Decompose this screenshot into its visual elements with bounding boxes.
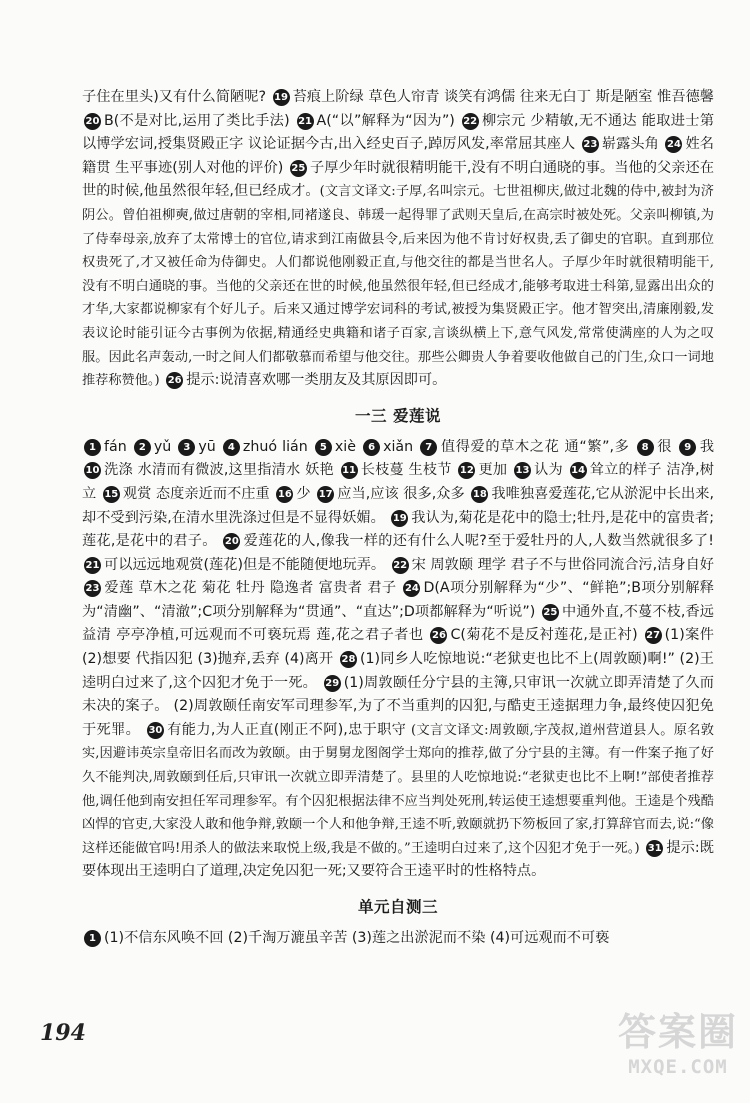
- question-number-badge: 24: [665, 136, 682, 153]
- section-title-ai-lian-shuo: 一三 爱莲说: [355, 406, 441, 425]
- answer-text: B(不是对比,运用了类比手法): [104, 112, 295, 129]
- answer-text: 可以远远地观赏(莲花)但是不能随便地玩弄。: [104, 556, 390, 573]
- answer-text: 更加: [478, 462, 512, 479]
- question-number-badge: 17: [317, 486, 334, 503]
- answer-text: 提示:说清喜欢哪一类朋友及其原因即可。: [186, 372, 447, 389]
- answer-text: yǔ: [153, 438, 177, 455]
- page-number: 194: [40, 1020, 86, 1046]
- question-number-badge: 23: [84, 580, 101, 597]
- question-number-badge: 1: [84, 930, 101, 947]
- question-number-badge: 27: [645, 627, 662, 644]
- question-number-badge: 26: [430, 627, 447, 644]
- answer-text: (1)不信东风唤不回 (2)千淘万漉虽辛苦 (3)莲之出淤泥而不染 (4)可远观而不可亵: [104, 930, 610, 946]
- answer-text: 我认为,菊花是花中的隐士;牡丹,是花中的富贵者;莲花,是花中的君子。: [82, 509, 714, 550]
- question-number-badge: 4: [223, 439, 240, 456]
- answer-text: 柳宗元 少精敏,无不通达 能取进士第 以博学宏词,授集贤殿正字 议论证据今古,出入经史百子,踔厉风发,率常屈其座人: [82, 112, 715, 153]
- answer-paragraph-lesson-13: [82, 436, 714, 884]
- answer-text: (1)案件 (2)想要 代指囚犯 (3)抛弃,丢弃 (4)离开: [82, 627, 714, 668]
- answer-text: D(A项分别解释为“少”、“鲜艳”;B项分别解释为“清幽”、“清澈”;C项分别解释为“贯通”、“直达”;D项都解释为“听说”): [82, 580, 714, 620]
- answer-text: 提示:既要体现出王逵明白了道理,决定免囚犯一死;又要符合王逵平时的性格特点。: [82, 839, 714, 880]
- question-number-badge: 25: [542, 604, 559, 621]
- question-number-badge: 10: [84, 462, 101, 479]
- answer-text: xiè: [334, 438, 362, 455]
- answer-text: yū: [198, 438, 221, 455]
- answer-text: 子住在里头)又有什么简陋呢?: [82, 89, 271, 105]
- question-number-badge: 20: [223, 533, 240, 550]
- question-number-badge: 22: [462, 113, 479, 130]
- answer-text: 崭露头角: [601, 136, 664, 153]
- answer-text: A(“以”解释为“因为”): [316, 112, 460, 129]
- answer-text: 观赏 态度亲近而不庄重: [122, 485, 275, 502]
- answer-text: 长枝蔓 生枝节: [360, 462, 457, 479]
- answer-text: 中通外直,不蔓不枝,香远益清 亭亭净植,可远观而不可亵玩焉 莲,花之君子者也: [82, 603, 714, 644]
- translation-note: (文言文译文:子厚,名叫宗元。七世祖柳庆,做过北魏的侍中,被封为济阴公。曾伯祖柳奭,做过唐朝的宰相,同褚遂良、韩瑗一起得罪了武则天皇后,在高宗时被处死。父亲叫柳镇,为了侍奉母亲,放弃了太常博士的官位,请求到江南做县令,后来因为他不肯讨好权贵,丢了御史的官职。直到那位权贵死了,才又被任命为侍御史。人们都说他刚毅正直,与他交往的都是当世名人。子厚少年时就很精明能干,没有不明白通晓的事。当他的父亲还在世的时候,他虽然很年轻,但已经成才,能够考取进士科第,显露出出众的才华,大家都说柳家有个好儿子。后来又通过博学宏词科的考试,被授为集贤殿正字。他才智突出,清廉刚毅,发表议论时能引证今古事例为依据,精通经史典籍和诸子百家,言谈纵横上下,意气风发,常常使满座的人为之叹服。因此名声轰动,一时之间人们都敬慕而希望与他交往。那些公卿贵人争着要收他做自己的门生,众口一词地推荐称赞他。): [82, 184, 714, 389]
- answer-text: 有能力,为人正直(刚正不阿),忠于职守: [166, 721, 412, 738]
- answer-text: (1)同乡人吃惊地说:“老狱吏也比不上(周敦颐)啊!” (2)王逵明白过来了,这个囚犯才免于一死。: [82, 651, 714, 691]
- question-number-badge: 21: [84, 557, 101, 574]
- watermark-sub-text: MXQE.COM: [628, 1056, 728, 1078]
- answer-text: 我唯独喜爱莲花,它从淤泥中长出来,却不受到污染,在清水里洗涤过但是不显得妖媚。: [82, 485, 714, 526]
- question-number-badge: 7: [420, 439, 437, 456]
- question-number-badge: 8: [637, 439, 654, 456]
- answer-text: xiǎn: [383, 438, 419, 455]
- answer-text: 很: [656, 438, 678, 455]
- answer-text: 耸立的样子 洁净,树立: [82, 462, 714, 502]
- question-number-badge: 5: [315, 439, 332, 456]
- answer-text: [640, 840, 645, 856]
- watermark-logo: [612, 1008, 744, 1098]
- question-number-badge: 26: [166, 372, 183, 389]
- question-number-badge: 13: [514, 462, 531, 479]
- answer-text: 洗涤 水清而有微波,这里指清水 妖艳: [104, 462, 339, 479]
- question-number-badge: 1: [84, 439, 101, 456]
- question-number-badge: 23: [582, 136, 599, 153]
- question-number-badge: 30: [147, 722, 164, 739]
- answer-text: zhuó lián: [242, 438, 313, 455]
- answer-text: 苔痕上阶绿 草色人帘青 谈笑有鸿儒 往来无白丁 斯是陋室 惟吾德馨: [292, 89, 714, 105]
- question-number-badge: 28: [340, 651, 357, 668]
- question-number-badge: 21: [297, 113, 314, 130]
- question-number-badge: 29: [324, 675, 341, 692]
- question-number-badge: 14: [570, 462, 587, 479]
- page-content: [82, 86, 714, 951]
- question-number-badge: 12: [458, 462, 475, 479]
- answer-text: 认为: [533, 462, 568, 479]
- question-number-badge: 24: [403, 580, 420, 597]
- question-number-badge: 31: [646, 840, 663, 857]
- question-number-badge: 22: [392, 557, 409, 574]
- question-number-badge: 18: [471, 486, 488, 503]
- answer-paragraph-lesson-12: [82, 86, 714, 393]
- answer-text: 我: [699, 438, 715, 455]
- question-number-badge: 20: [84, 113, 101, 130]
- question-number-badge: 6: [363, 439, 380, 456]
- question-number-badge: 15: [103, 486, 120, 503]
- answer-text: 姓名 籍贯 生平事迹(别人对他的评价): [82, 136, 714, 176]
- answer-text: (1)周敦颐任分宁县的主簿,只审讯一次就立即弄清楚了久而未决的案子。 (2)周敦颐任南安军司理参军,为了不当重判的囚犯,与酷吏王逵据理力争,最终使囚犯免于死罪。: [82, 674, 714, 738]
- question-number-badge: 25: [290, 160, 307, 177]
- answer-paragraph-unit-test: [82, 927, 714, 951]
- section-title-unit-test-3: 单元自测三: [357, 898, 438, 916]
- answer-text: 子厚少年时就很精明能干,没有不明白通晓的事。当他的父亲还在世的时候,他虽然很年轻,但已经成才。: [82, 159, 715, 200]
- question-number-badge: 3: [178, 439, 195, 456]
- question-number-badge: 19: [273, 89, 290, 106]
- answer-text: 值得爱的草木之花 通“繁”,多: [440, 438, 635, 455]
- question-number-badge: 2: [134, 439, 151, 456]
- answer-text: 少: [296, 485, 316, 502]
- answer-text: fán: [104, 438, 132, 455]
- answer-text: 爱莲 草木之花 菊花 牡丹 隐逸者 富贵者 君子: [104, 580, 402, 597]
- question-number-badge: 19: [391, 510, 408, 527]
- answer-text: 应当,应该 很多,众多: [337, 485, 470, 502]
- question-number-badge: 16: [276, 486, 293, 503]
- answer-text: 宋 周敦颐 理学 君子不与世俗同流合污,洁身自好: [411, 556, 714, 573]
- question-number-badge: 11: [341, 462, 358, 479]
- question-number-badge: 9: [679, 439, 696, 456]
- answer-text: 爱莲花的人,像我一样的还有什么人呢?至于爱牡丹的人,人数当然就很多了!: [243, 533, 714, 550]
- translation-note: (文言文译文:周敦颐,字茂叔,道州营道县人。原名敦实,因避讳英宗皇帝旧名而改为敦颐。由于舅舅龙图阁学士郑向的推荐,做了分宁县的主簿。有一件案子拖了好久不能判决,周敦颐到任后,只审讯一次就立即弄清楚了。县里的人吃惊地说:“老狱吏也比不上啊!”部使者推荐他,调任他到南安担任军司理参军。有个囚犯根据法律不应当判处死刑,转运使王逵想要重判他。王逵是个残酷凶悍的官吏,大家没人敢和他争辩,敦颐一个人和他争辩,王逵不听,敦颐就扔下笏板回了家,打算辞官而去,说:“像这样还能做官吗!用杀人的做法来取悦上级,我是不做的。”王逵明白过来了,这个囚犯才免于一死。): [82, 722, 714, 856]
- watermark-main-text: 答案圈: [617, 1010, 738, 1054]
- answer-text: [160, 372, 165, 388]
- answer-text: C(菊花不是反衬莲花,是正衬): [450, 627, 643, 644]
